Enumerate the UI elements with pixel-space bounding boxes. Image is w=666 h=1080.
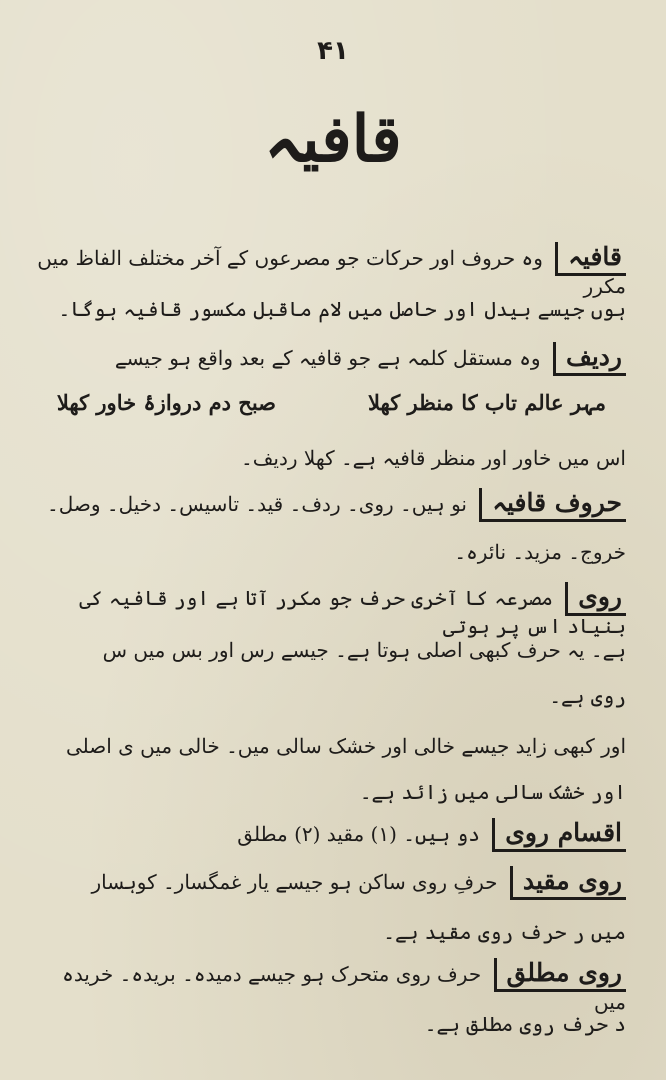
definition-line: اور خشک سالی میں زائد ہے۔: [359, 780, 626, 804]
entry-rawi-mutlaq: [28, 958, 626, 1012]
definition-line: وہ حروف اور حرکات جو مصرعوں کے آخر مختلف الفاظ میں مکرر: [37, 246, 626, 298]
page-title: قافیہ: [264, 102, 402, 177]
entry-radeef: [28, 342, 626, 376]
definition-line: د حرف روی مطلق ہے۔: [424, 1012, 626, 1036]
definition-line: دو ہیں۔ (۱) مقید (۲) مطلق: [237, 822, 480, 846]
entry-rawi-muqayyad: [28, 866, 626, 900]
entry-huroof-qafiya: [28, 488, 626, 522]
entry-qafiya: [28, 242, 626, 296]
verse-line: مہر عالم تاب کا منظر کھلا: [367, 390, 606, 415]
entry-rawi: [28, 582, 626, 636]
term-rawi-mutlaq: روی مطلق: [494, 958, 626, 992]
definition-line: اس میں خاور اور منظر قافیہ ہے۔ کھلا ردیف۔: [241, 446, 626, 470]
definition-line: وہ مستقل کلمہ ہے جو قافیہ کے بعد واقع ہو جیسے: [114, 346, 541, 370]
definition-line: اور کبھی زاید جیسے خالی اور خشک سالی میں۔ خالی میں ی اصلی: [65, 734, 626, 758]
page-number: ۴۱: [317, 36, 349, 66]
term-rawi-muqayyad: روی مقید: [510, 866, 626, 900]
definition-line: ہوں جیسے بیدل اور حاصل میں لام ماقبل مکسور قافیہ ہوگا۔: [58, 297, 626, 321]
definition-line: حرف روی متحرک ہو جیسے دمیدہ۔ بریدہ۔ خریدہ میں: [62, 962, 626, 1014]
definition-line: میں ر حرف روی مقید ہے۔: [383, 920, 626, 944]
definition-line: مصرعہ کا آخری حرف جو مکرر آتا ہے اور قافیہ کی بنیاد اس پر ہوتی: [79, 586, 626, 638]
definition-line: نو ہیں۔ روی۔ ردف۔ قید۔ تاسیس۔ دخیل۔ وصل۔: [47, 492, 467, 516]
definition-line: ہے۔ یہ حرف کبھی اصلی ہوتا ہے۔ جیسے رس اور بس میں س: [102, 638, 626, 662]
term-huroof-qafiya: حروف قافیہ: [479, 488, 626, 522]
term-radeef: ردیف: [553, 342, 626, 376]
definition-line: حرفِ روی ساکن ہو جیسے یار غمگسار۔ کوہسار: [91, 870, 498, 894]
definition-line: خروج۔ مزید۔ نائرہ۔: [454, 540, 626, 564]
term-rawi: روی: [565, 582, 626, 616]
term-aqsam-rawi: اقسام روی: [492, 818, 626, 852]
entry-aqsam-rawi: [28, 818, 626, 852]
definition-line: روی ہے۔: [549, 684, 626, 708]
term-qafiya: قافیہ: [555, 242, 626, 276]
verse-line: صبح دم دروازۂ خاور کھلا: [56, 390, 276, 415]
